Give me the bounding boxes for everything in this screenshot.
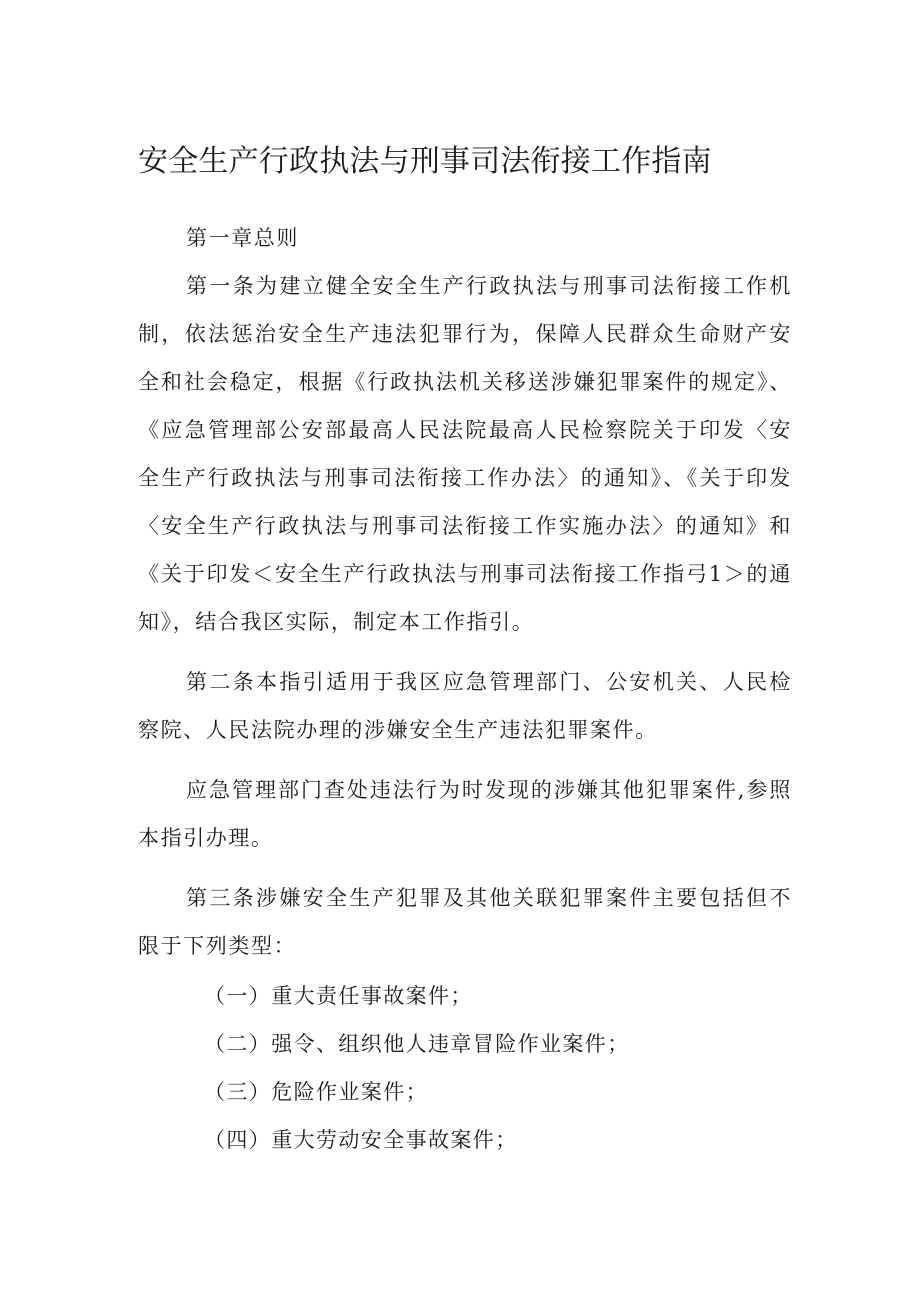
list-item: （一）重大责任事故案件； [204, 984, 473, 1008]
list-item: （三）危险作业案件； [204, 1080, 428, 1104]
article-2-paragraph: 第二条本指引适用于我区应急管理部门、公安机关、人民检察院、人民法院办理的涉嫌安全生产违法犯罪案件。 [138, 670, 792, 742]
article-2-supplement-paragraph: 应急管理部门查处违法行为时发现的涉嫌其他犯罪案件,参照本指引办理。 [138, 778, 792, 850]
article-1-paragraph: 第一条为建立健全安全生产行政执法与刑事司法衔接工作机制，依法惩治安全生产违法犯罪行为，保障人民群众生命财产安全和社会稳定，根据《行政执法机关移送涉嫌犯罪案件的规定》、《应急管理部公安部最高人民法院最高人民检察院关于印发〈安全生产行政执法与刑事司法衔接工作办法〉的通知》、《关于印发〈安全生产行政执法与刑事司法衔接工作实施办法〉的通知》和《关于印发＜安全生产行政执法与刑事司法衔接工作指弓1＞的通知》，结合我区实际，制定本工作指引。 [138, 274, 792, 634]
document-body [138, 214, 792, 1164]
chapter-heading: 第一章总则 [186, 226, 299, 250]
list-item: （四）重大劳动安全事故案件； [204, 1128, 518, 1152]
article-3-paragraph: 第三条涉嫌安全生产犯罪及其他关联犯罪案件主要包括但不限于下列类型： [138, 886, 792, 958]
document-title: 安全生产行政执法与刑事司法衔接工作指南 [138, 144, 712, 179]
list-item: （二）强令、组织他人违章冒险作业案件； [204, 1032, 630, 1056]
